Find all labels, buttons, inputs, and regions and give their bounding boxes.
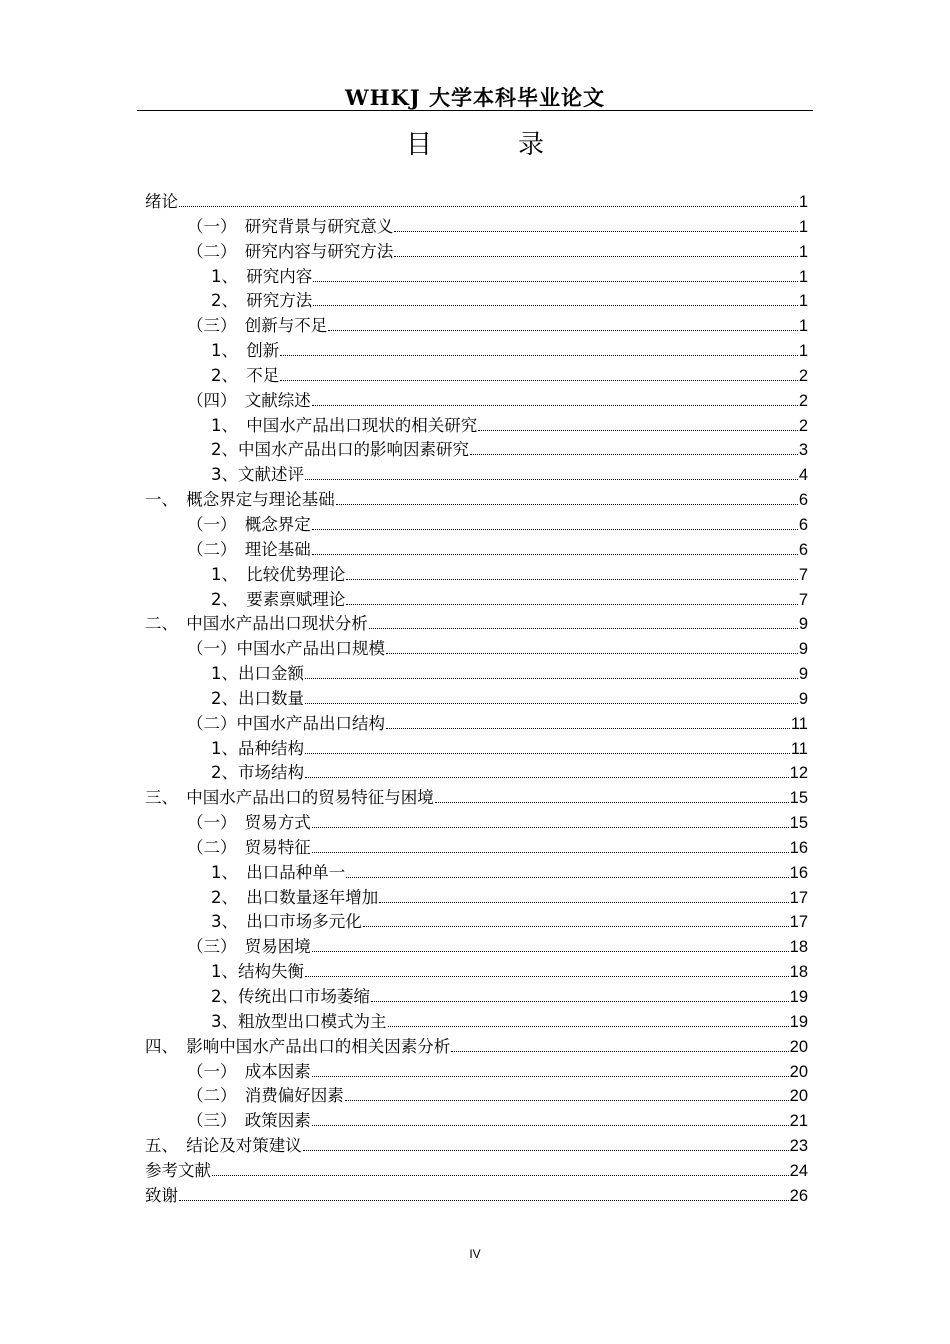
dot-leader <box>305 777 789 778</box>
toc-entry[interactable] <box>145 339 808 364</box>
toc-entry-page-number: 9 <box>798 665 808 684</box>
toc-entry[interactable] <box>145 215 808 240</box>
toc-entry-label: （一） 研究背景与研究意义 <box>187 216 394 236</box>
dot-leader <box>386 728 790 729</box>
dot-leader <box>346 579 798 580</box>
toc-entry[interactable] <box>145 289 808 314</box>
dot-leader <box>280 380 798 381</box>
toc-entry[interactable] <box>145 761 808 786</box>
toc-entry-page-number: 1 <box>798 317 808 336</box>
toc-entry-page-number: 1 <box>798 342 808 361</box>
toc-entry-page-number: 11 <box>790 739 808 758</box>
dot-leader <box>346 877 788 878</box>
toc-entry-label: 1、 中国水产品出口现状的相关研究 <box>211 415 478 435</box>
toc-entry-label: （一） 贸易方式 <box>187 813 311 833</box>
dot-leader <box>388 1026 789 1027</box>
toc-entry-label: 2、出口数量 <box>211 688 304 708</box>
toc-entry-label: 参考文献 <box>145 1160 211 1180</box>
toc-entry-page-number: 12 <box>789 764 808 783</box>
dot-leader <box>305 678 798 679</box>
toc-entry-label: 二、 中国水产品出口现状分析 <box>145 614 368 634</box>
toc-entry-label: 绪论 <box>145 192 178 211</box>
toc-entry-page-number: 9 <box>798 689 808 708</box>
toc-entry[interactable] <box>145 886 808 911</box>
toc-entry[interactable] <box>145 538 808 563</box>
toc-entry-label: 一、 概念界定与理论基础 <box>145 490 335 510</box>
toc-entry-page-number: 9 <box>798 615 808 634</box>
dot-leader <box>280 355 798 356</box>
toc-entry-label: （二）中国水产品出口结构 <box>187 713 385 733</box>
toc-entry[interactable] <box>145 811 808 836</box>
toc-entry[interactable] <box>145 935 808 960</box>
toc-entry[interactable] <box>145 1134 808 1159</box>
toc-entry-page-number: 2 <box>798 366 808 385</box>
toc-entry-label: 1、结构失衡 <box>211 962 304 982</box>
toc-entry-label: （一）中国水产品出口规模 <box>187 639 385 659</box>
toc-entry-label: 3、文献述评 <box>211 465 304 485</box>
dot-leader <box>369 628 798 629</box>
toc-entry-page-number: 21 <box>789 1112 808 1131</box>
toc-title: 目 录 <box>405 130 574 160</box>
dot-leader <box>386 653 798 654</box>
dot-leader <box>305 976 789 977</box>
toc-entry[interactable] <box>145 836 808 861</box>
table-of-contents <box>145 190 808 1209</box>
toc-entry-page-number: 19 <box>789 988 808 1006</box>
dot-leader <box>312 529 798 530</box>
dot-leader <box>394 231 798 232</box>
toc-entry-page-number: 16 <box>789 863 808 882</box>
toc-entry-page-number: 2 <box>798 391 808 410</box>
toc-entry-page-number: 1 <box>798 217 808 236</box>
dot-leader <box>179 206 798 207</box>
toc-entry-label: （三） 贸易困境 <box>187 937 311 957</box>
toc-entry[interactable] <box>145 488 808 513</box>
toc-entry[interactable] <box>145 513 808 538</box>
toc-entry-label: （一） 概念界定 <box>187 514 311 534</box>
toc-entry-page-number: 17 <box>789 913 808 932</box>
toc-entry-page-number: 20 <box>789 1037 808 1056</box>
toc-entry-label: 四、 影响中国水产品出口的相关因素分析 <box>145 1036 451 1056</box>
dot-leader <box>478 430 798 431</box>
dot-leader <box>313 305 798 306</box>
dot-leader <box>313 281 798 282</box>
dot-leader <box>345 1100 789 1101</box>
dot-leader <box>312 951 789 952</box>
running-header-title: WHKJ 大学本科毕业论文 <box>345 85 605 110</box>
toc-entry[interactable] <box>145 414 808 439</box>
toc-entry-page-number: 9 <box>798 640 808 659</box>
dot-leader <box>470 454 798 455</box>
dot-leader <box>212 1175 789 1176</box>
toc-entry[interactable] <box>145 612 808 637</box>
dot-leader <box>303 1150 789 1151</box>
toc-entry-page-number: 2 <box>798 416 808 435</box>
toc-entry-label: 2、 研究方法 <box>211 291 313 311</box>
toc-entry[interactable] <box>145 687 808 712</box>
toc-entry[interactable] <box>145 1010 808 1035</box>
toc-entry[interactable] <box>145 662 808 687</box>
toc-entry-label: （一） 成本因素 <box>187 1061 311 1081</box>
toc-entry[interactable] <box>145 637 808 662</box>
toc-entry[interactable] <box>145 463 808 488</box>
toc-entry-label: （二） 理论基础 <box>187 539 311 559</box>
toc-entry[interactable] <box>145 240 808 265</box>
toc-entry-label: 1、品种结构 <box>211 738 304 758</box>
dot-leader <box>312 1076 789 1077</box>
toc-entry[interactable] <box>145 1084 808 1109</box>
dot-leader <box>305 479 798 480</box>
toc-entry-page-number: 24 <box>789 1161 808 1180</box>
toc-entry-page-number: 17 <box>789 888 808 907</box>
toc-entry-label: 2、中国水产品出口的影响因素研究 <box>211 440 469 460</box>
dot-leader <box>312 405 798 406</box>
dot-leader <box>305 703 798 704</box>
toc-entry-label: 1、 比较优势理论 <box>211 564 346 584</box>
toc-entry[interactable] <box>145 786 808 811</box>
toc-entry[interactable] <box>145 438 808 463</box>
toc-entry-label: 2、 要素禀赋理论 <box>211 589 346 609</box>
toc-entry-label: 2、传统出口市场萎缩 <box>211 987 370 1006</box>
dot-leader <box>312 852 789 853</box>
toc-entry-page-number: 4 <box>798 466 808 485</box>
toc-entry-label: 1、 出口品种单一 <box>211 862 346 882</box>
toc-entry-page-number: 1 <box>798 292 808 311</box>
page-number: IV <box>469 1247 481 1261</box>
toc-entry[interactable] <box>145 1159 808 1184</box>
toc-entry-label: （四） 文献综述 <box>187 390 311 410</box>
header-rule <box>137 110 813 111</box>
toc-entry-page-number: 20 <box>789 1062 808 1081</box>
dot-leader <box>312 1125 789 1126</box>
toc-entry-label: （二） 研究内容与研究方法 <box>187 241 394 261</box>
toc-entry-page-number: 11 <box>790 714 808 733</box>
toc-entry-page-number: 26 <box>789 1186 808 1205</box>
toc-entry-label: 2、 出口数量逐年增加 <box>211 887 379 907</box>
toc-entry[interactable] <box>145 1035 808 1060</box>
toc-entry[interactable] <box>145 563 808 588</box>
toc-entry[interactable] <box>145 314 808 339</box>
toc-entry-page-number: 18 <box>789 963 808 982</box>
toc-entry-label: 五、 结论及对策建议 <box>145 1136 302 1156</box>
toc-entry[interactable] <box>145 960 808 985</box>
toc-entry[interactable] <box>145 712 808 737</box>
dot-leader <box>312 827 789 828</box>
toc-entry-label: 1、出口金额 <box>211 664 304 684</box>
toc-entry-page-number: 7 <box>798 590 808 609</box>
toc-entry-label: 1、 研究内容 <box>211 266 313 286</box>
toc-entry-page-number: 1 <box>798 193 808 211</box>
dot-leader <box>363 926 789 927</box>
dot-leader <box>371 1001 789 1002</box>
toc-entry-page-number: 20 <box>789 1087 808 1106</box>
toc-entry[interactable] <box>145 861 808 886</box>
dot-leader <box>179 1200 789 1201</box>
toc-entry[interactable] <box>145 190 808 215</box>
dot-leader <box>305 753 790 754</box>
toc-entry[interactable] <box>145 985 808 1010</box>
toc-entry[interactable] <box>145 1184 808 1209</box>
toc-entry-label: 三、 中国水产品出口的贸易特征与困境 <box>145 788 434 808</box>
toc-entry-label: 1、 创新 <box>211 341 280 361</box>
dot-leader <box>328 330 798 331</box>
toc-entry[interactable] <box>145 737 808 762</box>
toc-entry-label: （三） 政策因素 <box>187 1111 311 1131</box>
toc-entry-page-number: 18 <box>789 938 808 957</box>
toc-entry-page-number: 3 <box>798 441 808 460</box>
dot-leader <box>451 1051 788 1052</box>
toc-entry-label: 3、粗放型出口模式为主 <box>211 1011 387 1031</box>
toc-entry[interactable] <box>145 389 808 414</box>
toc-entry-label: 致谢 <box>145 1185 178 1205</box>
toc-entry[interactable] <box>145 1109 808 1134</box>
dot-leader <box>379 902 788 903</box>
toc-entry-page-number: 1 <box>798 242 808 261</box>
toc-entry-label: 2、 不足 <box>211 365 280 385</box>
toc-entry[interactable] <box>145 910 808 935</box>
toc-entry[interactable] <box>145 588 808 613</box>
dot-leader <box>346 604 798 605</box>
toc-entry-page-number: 15 <box>789 789 808 808</box>
toc-entry-label: （二） 贸易特征 <box>187 837 311 857</box>
toc-entry-label: 3、 出口市场多元化 <box>211 912 362 932</box>
toc-entry-page-number: 15 <box>789 814 808 833</box>
toc-entry-page-number: 6 <box>798 540 808 559</box>
dot-leader <box>312 554 798 555</box>
toc-entry-page-number: 6 <box>798 491 808 510</box>
dot-leader <box>435 802 789 803</box>
toc-entry-page-number: 19 <box>789 1012 808 1031</box>
toc-entry-page-number: 16 <box>789 838 808 857</box>
dot-leader <box>394 256 798 257</box>
toc-entry-page-number: 6 <box>798 515 808 534</box>
toc-entry-page-number: 1 <box>798 267 808 286</box>
toc-entry-label: （二） 消费偏好因素 <box>187 1086 344 1106</box>
dot-leader <box>336 504 798 505</box>
toc-entry[interactable] <box>145 1060 808 1085</box>
toc-entry[interactable] <box>145 364 808 389</box>
toc-entry-page-number: 23 <box>789 1137 808 1156</box>
toc-entry-label: 2、市场结构 <box>211 763 304 783</box>
toc-entry-label: （三） 创新与不足 <box>187 316 328 336</box>
toc-entry-page-number: 7 <box>798 565 808 584</box>
toc-entry[interactable] <box>145 265 808 290</box>
